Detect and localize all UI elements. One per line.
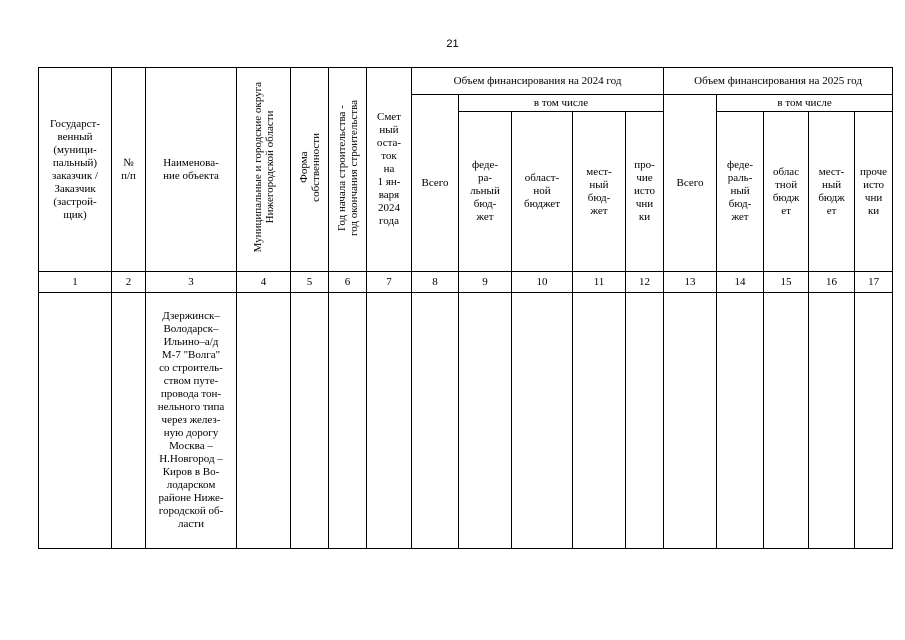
column-number: 10 bbox=[512, 272, 573, 293]
cell-federal-2025 bbox=[717, 293, 764, 549]
column-number: 6 bbox=[329, 272, 367, 293]
cell-other-2025 bbox=[855, 293, 893, 549]
header-total-2025: Всего bbox=[664, 95, 717, 272]
column-number: 13 bbox=[664, 272, 717, 293]
header-federal-2024: феде- ра- льный бюд- жет bbox=[459, 112, 512, 272]
column-number: 5 bbox=[291, 272, 329, 293]
header-object-name: Наименова- ние объекта bbox=[146, 68, 237, 272]
cell-customer bbox=[39, 293, 112, 549]
cell-total-2024 bbox=[412, 293, 459, 549]
column-number-row bbox=[39, 272, 893, 293]
cell-regional-2024 bbox=[512, 293, 573, 549]
cell-municipal bbox=[237, 293, 291, 549]
header-construction-years-text: Год начала строительства - год окончания строительства bbox=[335, 99, 360, 236]
header-local-2024: мест- ный бюд- жет bbox=[573, 112, 626, 272]
header-funding-2025: Объем финансирования на 2025 год bbox=[664, 68, 893, 95]
column-number: 3 bbox=[146, 272, 237, 293]
table-row bbox=[39, 293, 893, 549]
header-ownership-form bbox=[291, 68, 329, 272]
header-municipal-districts-text: Муниципальные и городские округа Нижегородской области bbox=[251, 82, 276, 253]
header-ownership-form-text: Форма собственности bbox=[297, 133, 322, 202]
header-funding-2024: Объем финансирования на 2024 год bbox=[412, 68, 664, 95]
header-estimate-balance: Смет ный оста- ток на 1 ян- варя 2024 года bbox=[367, 68, 412, 272]
cell-other-2024 bbox=[626, 293, 664, 549]
header-local-2025: мест- ный бюдж ет bbox=[809, 112, 855, 272]
header-number: № п/п bbox=[112, 68, 146, 272]
column-number: 15 bbox=[764, 272, 809, 293]
header-federal-2025: феде- раль- ный бюд- жет bbox=[717, 112, 764, 272]
header-including-2025: в том числе bbox=[717, 95, 893, 112]
cell-regional-2025 bbox=[764, 293, 809, 549]
cell-object-name: Дзержинск– Володарск– Ильино–а/д М-7 "Волга" со строитель- ством путе- провода тон- нельного типа через желез- ную дорогу Москва – Н.Новгород – Киров в Во- лодарском районе Ниже- городской об- ласти bbox=[146, 293, 237, 549]
column-number: 11 bbox=[573, 272, 626, 293]
column-number: 2 bbox=[112, 272, 146, 293]
cell-number bbox=[112, 293, 146, 549]
header-customer: Государст- венный (муници- пальный) заказчик / Заказчик (застрой- щик) bbox=[39, 68, 112, 272]
header-regional-2024: област- ной бюджет bbox=[512, 112, 573, 272]
header-other-2025: проче исто чни ки bbox=[855, 112, 893, 272]
cell-ownership bbox=[291, 293, 329, 549]
page-number: 21 bbox=[446, 38, 459, 50]
column-number: 9 bbox=[459, 272, 512, 293]
column-number: 1 bbox=[39, 272, 112, 293]
financing-table bbox=[38, 67, 893, 549]
column-number: 8 bbox=[412, 272, 459, 293]
cell-total-2025 bbox=[664, 293, 717, 549]
column-number: 4 bbox=[237, 272, 291, 293]
cell-local-2025 bbox=[809, 293, 855, 549]
header-construction-years bbox=[329, 68, 367, 272]
column-number: 14 bbox=[717, 272, 764, 293]
header-total-2024: Всего bbox=[412, 95, 459, 272]
cell-local-2024 bbox=[573, 293, 626, 549]
column-number: 17 bbox=[855, 272, 893, 293]
column-number: 16 bbox=[809, 272, 855, 293]
cell-federal-2024 bbox=[459, 293, 512, 549]
column-number: 7 bbox=[367, 272, 412, 293]
header-including-2024: в том числе bbox=[459, 95, 664, 112]
header-municipal-districts bbox=[237, 68, 291, 272]
cell-years bbox=[329, 293, 367, 549]
cell-estimate bbox=[367, 293, 412, 549]
header-regional-2025: облас тной бюдж ет bbox=[764, 112, 809, 272]
column-number: 12 bbox=[626, 272, 664, 293]
header-other-2024: про- чие исто чни ки bbox=[626, 112, 664, 272]
